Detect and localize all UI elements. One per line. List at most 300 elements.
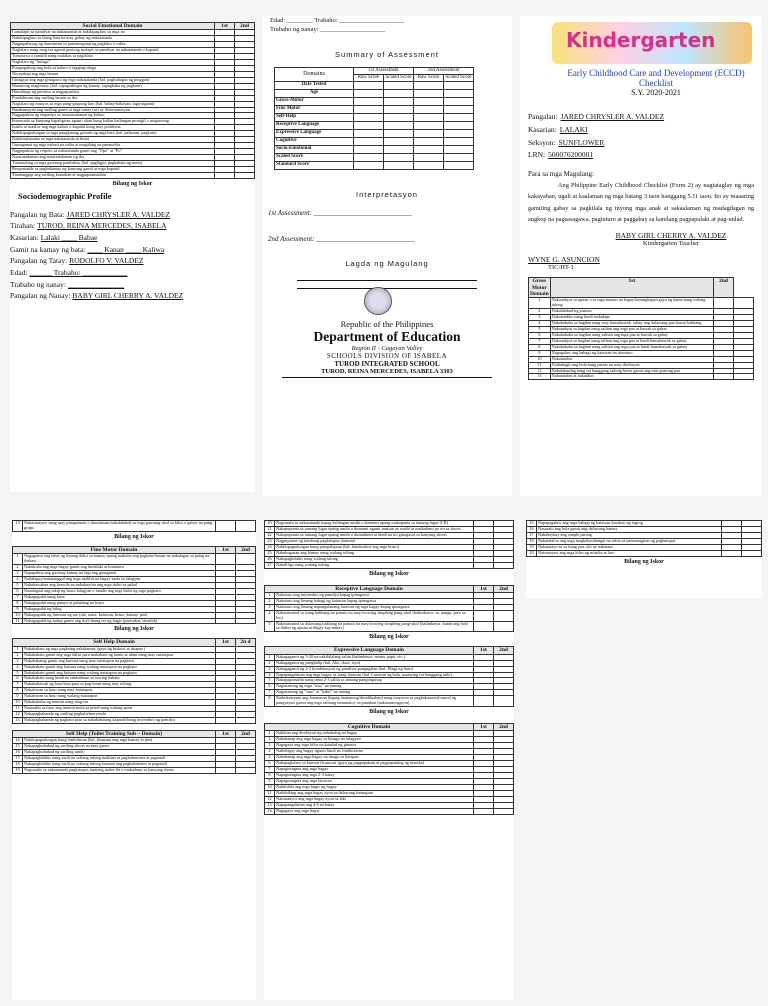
item-text: Inaalo at inaaliw ang mga kalaro o kapatid kung may problema [11, 125, 215, 131]
score-cell[interactable] [444, 89, 474, 97]
item-text: Tumutulong sa mga gawaing pambahay (hal. pagligpit, paghahain ng mesa) [11, 160, 215, 166]
item-text: Naituturo ang limang bahagi ng katawan kapag ipinagawa [275, 598, 474, 604]
table-row [11, 172, 255, 178]
summary-page [262, 16, 512, 496]
item-text: Tumatawa o tumitili nang malakas sa paglalaro [11, 54, 215, 60]
table-row [13, 718, 256, 724]
item-text: Nakapaghahanda ng pagkain para sa nakababatang kapatid/ibang miyembro ng pamilya [23, 718, 216, 724]
item-number: 11 [13, 706, 23, 712]
item-text: Nakalulundag nang isa hanggang tatlong beses gamit ang mas gustong paa [550, 368, 713, 374]
fine-motor-table: Fine Motor Domain 1st 2nd 1 Nagagamit ang lahat ng limang daliri sa kamay upang makuha ang pagkain/laruan na nakalagay sa patag na ibabaw 2 Nakukuha ang mga bagay gamit ang hinlalaki at hintuturo 3 Napapakita ang gustong kamay na lagi ang ginagamit 4 Nailalagay/naitatanggal ang mga maliliit na bagay mula sa lalagyan 5 Nahahawakan ang krayola na nakakuyom ang mga daliri sa palad 6 Naaalagaal ang takip ng bawa lalagyan o inaalis ang mga balot ng mga pagkain 7 Nakaguguhit nang kusa 8 Nakaguguhit nang patayo at pahalang na linya 9 Nakaguguhit ng bilog 10 Nakaguguhit ng larawan ng tao (ulo, mata, katawan, braso, kamay, paa) 11 Nakaguguhit ng bahay gamit ang iba't-ibang uri ng hugis (parisukat, tatsulok) [12, 546, 256, 625]
item-number: 8 [529, 344, 551, 350]
score-cell[interactable] [384, 153, 414, 161]
item-number: 18 [13, 762, 23, 768]
item-text: Nagtatanong ng mga "sino" na tanong [275, 684, 474, 690]
item-number: 10 [265, 784, 275, 790]
item-text: Naibibigay ang bagay ngunit hindi ito binibitawan [275, 749, 474, 755]
item-number: 23 [265, 538, 275, 544]
item-text: Napapangalanan ang 4-6 na kulay [275, 802, 474, 808]
score-cell[interactable] [444, 81, 474, 89]
item-text: Nakakakuha ng inumin nang mag-isa [23, 700, 216, 706]
item-number: 3 [265, 604, 275, 610]
item-text: Nakasusunod sa dalawang hakbang na panuto na may/wowing simpleng pang-ukol (halimbawa: kunin ang bola sa ilalim ng upuan at ibigay kay nanay) [275, 621, 474, 632]
item-text: Nakapaghuhubad ng sariling shorts na may garter [23, 744, 216, 750]
item-number: 9 [13, 694, 23, 700]
score-label: Bilang ng Iskor [112, 180, 153, 187]
score-cell[interactable] [384, 105, 414, 113]
item-number: 6 [13, 588, 23, 594]
item-number: 1 [529, 298, 551, 309]
domains-header: Domains [275, 68, 354, 82]
item-text: Humihingi ng permiso at nagpapaalam [11, 89, 215, 95]
score-cell[interactable] [494, 696, 514, 707]
score-cell[interactable] [444, 113, 474, 121]
item-number: 10 [529, 356, 551, 362]
item-text: Naisasaayos ang mga bagay ayon sa laki [275, 796, 474, 802]
item-number: 4 [265, 749, 275, 755]
item-text: Napapakita ang gustong kamay na lagi ang ginagamit [23, 571, 216, 577]
item-text: Nasasalin sa baso ang inumin mula sa pitsel nang walang apon [23, 706, 216, 712]
score-cell[interactable] [474, 696, 494, 707]
item-text: Nakakakain gamit ang mga daliri para makakain ng kanin at ulam nang may natatapon [23, 652, 216, 658]
item-number: 8 [265, 696, 275, 707]
item-number: 1 [265, 654, 275, 660]
profile-field: Pangalan ng Tatay: RODOLFO V. VALDEZ [10, 256, 144, 266]
item-number: 1 [265, 592, 275, 598]
item-text: Nakapupunta sa tamang lugar upang umihi o dumumi ngunit minsan ay maihi at madudumi pa rin sa shorts [275, 526, 474, 532]
score-cell[interactable] [354, 81, 384, 89]
item-number: 19 [527, 544, 537, 550]
item-text: Nakagagamit ng 2-3 kombinasyon ng pandiwa-pangngalan (hal. Hingi ng baso) [275, 666, 474, 672]
item-number: 20 [527, 550, 537, 556]
score-cell[interactable] [474, 621, 494, 632]
profile-field: Tirahan: TUROD, REINA MERCEDES, ISABELA [10, 221, 167, 231]
item-text: Nakabababa sa hagdan nang salitan ang mga paa at hawak sa gabay [550, 332, 713, 338]
score-cell[interactable] [414, 105, 444, 113]
score-cell[interactable] [354, 105, 384, 113]
score-cell[interactable] [474, 562, 494, 568]
item-text: Naglalaro ng "bulaga" [11, 60, 215, 66]
item-number: 26 [265, 556, 275, 562]
item-number: 22 [265, 532, 275, 538]
score-cell[interactable] [384, 97, 414, 105]
cover-field: LRN: 500076200001 [528, 150, 594, 160]
score-cell[interactable] [236, 718, 256, 724]
score-cell[interactable] [714, 298, 734, 309]
eccd-title: Early Childhood Care and Development (ECCD) [567, 68, 745, 78]
item-text: Nakikipagtulungan kung pinapaliguan (hal. kinukuskos ang mga braso) [275, 544, 474, 550]
expressive-language-table: Expressive Language Domain 1st 2nd 1 Nakagagamit ng 5-20 na nakikilalang salita (halimbawa: mama, papa, etc.) 2 Nakagagamit ng panghalip (hal. Ako, ikaw, siya) 3 Nakagagamit ng 2-3 kombinasyon ng pandiwa-pangngalan (hal. Hingi ng baso) 4 Napapangalanan ang mga bagay sa isang larawan (hal. Larawan ng bola, maaaring isa hanggang tatlo) 5 Nakapagsasalita nang tama 2-3 salita sa tamang pangungusap 6 Nagtatanong ng mga "sino" na tanong 7 Nagtatanong ng "sino" at "bakit" na tanong 8 Naikukuwento ang karanasan (kapag tinatanong/dinidiktahan) nang mayroon sa pagkakasunod-sunod ng pangyayari gamit ang mga salitang tumutukoy sa panahon (nakaraan/ngayon) [264, 646, 514, 707]
item-text: Nagsasabi sa nakatatanda kapag kailangan umihi o dumumi upang makapunta sa tamang lugar (CR) [275, 521, 474, 527]
summary-row: Fine Motor [275, 105, 474, 113]
score-cell[interactable] [494, 808, 514, 814]
item-text: Naglalaro ng maayos sa mga pang-grupong laro (hal. bahay-bahayan, tagu-taguan) [11, 101, 215, 107]
item-text: Nakaguguhit nang kusa [23, 594, 216, 600]
item-text: Napagtutugma ang mga larawan [275, 778, 474, 784]
item-text: Nakatatalon [550, 356, 713, 362]
score-cell[interactable] [414, 97, 444, 105]
summary-title: Summary of Assessment [335, 50, 439, 60]
summary-row: Receptive Language [275, 121, 474, 129]
item-text: Nakaliligo nang walang tulong [275, 562, 474, 568]
score-cell[interactable] [444, 105, 474, 113]
socio-emotional-table: Social Emotional Domain 1st 2nd Lumalapit sa pamilyar na nakatatanda at nakikipaglaro sa mga ito Nakikipaglaro sa ibang bata na may gabay ng nakatatanda Nagpapahayag ng damdamin sa pamamagitan ng pagkilos o salita Naglalaro nang mag-isa ngunit gustong malapit sa pamilyar na nakatatanda o kapatid Tumatawa o tumitili nang malakas sa paglalaro Naglalaro ng "bulaga" Pinapagulong ang bola sa kalaro o tagapag-alaga Niyayakap ang mga laruan Ginagaya ang mga ginagawa ng mga nakatatanda (hal. paghuhugas ng pinggan) Marunong maghintay (hal. sapagtuhugas ng kamay, sapagkuha ng pagkain) Humihingi ng permiso at nagpapaalam Pinahihiram ang sariling laruan sa iba Naglalaro ng maayos sa mga pang-grupong laro (hal. bahay-bahayan, tagu-taguan) Binabantayan ang sariling gamit at mga sanay (sa) ay determinasyon Nagpapakita ng empatiya sa nararamdaman ng kalaro Interesado sa kanyang kapaligiran ngunit alam kung kailan kailangan pumigil o magtanong Inaalo at inaaliw ang mga kalaro o kapatid kung may problema Nakikipagtulungan sa mga pangkatang gawain ng mga bata (hal. palaruan, pagkain) Nakikisalamuha sa mga nakatatanda at bisita Gumagamit ng mga mabait na salita at magalang na pananalita Nagpapakita ng respeto sa nakatatanda gamit ang "Opo" at "Po" Nararamdaman ang nararamdaman ng iba Tumutulong sa mga gawaing pambahay (hal. pagligpit, paghahain ng mesa) Responsable sa pagbabantay ng kanyang gamit at mga kapatid Tinatanggap ang sariling kamalian at nagpapaumanhin [10, 22, 255, 179]
score-cell[interactable] [494, 621, 514, 632]
score-cell[interactable] [354, 145, 384, 153]
item-text: Pinahihiram ang sariling laruan sa iba [11, 95, 215, 101]
table-row [529, 298, 754, 309]
score-cell[interactable] [236, 618, 256, 624]
table-row [529, 374, 754, 380]
score-cell[interactable] [384, 161, 414, 169]
item-number: 15 [13, 744, 23, 750]
score-cell[interactable] [354, 113, 384, 121]
item-text: Nakaguguhit ng bilog [23, 606, 216, 612]
item-text: Binabantayan ang sariling gamit at mga sanay (sa) ay determinasyon [11, 107, 215, 113]
item-text: Nasasalo ang bola gamit ang dalawang kamay [537, 526, 722, 532]
parent-line [297, 288, 477, 289]
item-text: Nakatatayo sa sa isang paa, ulo ay nakataas [537, 544, 722, 550]
score-cell[interactable] [354, 129, 384, 137]
score-cell[interactable] [384, 121, 414, 129]
score-cell[interactable] [414, 81, 444, 89]
item-text: Nakaiinom sa baso nang may natatapon [23, 688, 216, 694]
item-number: 18 [527, 538, 537, 544]
table-row [265, 610, 514, 621]
item-text: Interesado sa kanyang kapaligiran ngunit alam kung kailan kailangan pumigil o magtanong [11, 119, 215, 125]
score-cell[interactable] [384, 137, 414, 145]
deped-name: Department of Education [313, 328, 461, 344]
item-text: Nakapupunta sa tamang lugar upang umihi o dumudumi at hindi na ito ginagawa sa kanyang shorts [275, 532, 474, 538]
item-text: Naisasayaw ang mga kilos ng musika at laro [537, 550, 722, 556]
item-number: 7 [529, 338, 551, 344]
sociodemographic-heading: Sociodemographic Profile [18, 190, 112, 201]
table-row [265, 808, 514, 814]
edad-line: Edad: ________ Trabaho: ____________________ [270, 17, 405, 24]
item-number: 13 [265, 802, 275, 808]
item-number: 2 [13, 652, 23, 658]
item-text: Naglalaro nang mag-isa ngunit gustong malapit sa pamilyar na nakatatanda o kapatid [11, 48, 215, 54]
score-cell[interactable] [474, 808, 494, 814]
score-cell[interactable] [414, 89, 444, 97]
score-cell[interactable] [474, 610, 494, 621]
summary-row: Scaled Score [275, 153, 474, 161]
item-number: 3 [529, 315, 551, 321]
deped-header: Republic of the Philippines Department of Education Region II - Cagayan Valley SCHOOLS DIVISION OF ISABELA TUROD INTEGRATED SCHOOL TUROD, REINA MERCEDES, ISABELA 3303 [262, 319, 512, 378]
item-number: 5 [265, 678, 275, 684]
profile-field: Pangalan ng Nanay: BABY GIRL CHERRY A. VALDEZ [10, 291, 184, 301]
table-row [13, 554, 256, 565]
item-text: Nakaguguhit ng larawan ng tao (ulo, mata, katawan, braso, kamay, paa) [23, 612, 216, 618]
score-cell[interactable] [414, 129, 444, 137]
item-text: Nagsusabi sa nakatatanda pagkatapos lumiang maka-ihi o makadumi sa kanyang shorts [23, 767, 216, 773]
score-cell[interactable] [414, 137, 444, 145]
score-cell[interactable] [494, 610, 514, 621]
score-cell[interactable] [494, 562, 514, 568]
score-cell[interactable] [235, 172, 255, 178]
item-number: 5 [265, 755, 275, 761]
score-cell[interactable] [354, 97, 384, 105]
item-text: Nakapaghahanda ng sariling pagkain/meryenda [23, 712, 216, 718]
score-cell[interactable] [742, 550, 762, 556]
score-cell[interactable] [414, 145, 444, 153]
item-text: Nahahanap ang mga bagay sa binago na lalagyan [275, 737, 474, 743]
summary-row: Standard Score [275, 161, 474, 169]
item-number: 14 [265, 808, 275, 814]
item-number: 6 [13, 676, 23, 682]
summary-row: Age [275, 89, 474, 97]
item-text: Naaalagaal ang takip ng bawa lalagyan o inaalis ang mga balot ng mga pagkain [23, 588, 216, 594]
item-number: 16 [527, 526, 537, 532]
item-number: 1 [13, 554, 23, 565]
item-number: 2 [265, 660, 275, 666]
score-cell[interactable] [236, 554, 256, 565]
score-cell[interactable] [414, 121, 444, 129]
item-number: 8 [13, 688, 23, 694]
item-number: 10 [13, 700, 23, 706]
item-text: Nakabababa sa hagdan nang salitan ang mga paa at hindi humahawak sa gabay [550, 344, 713, 350]
item-text: Naihahagis ang bola nang pataas na may direksyon [550, 362, 713, 368]
trabaho-line: Trabaho ng nanay: ____________________ [270, 26, 386, 34]
item-number: 7 [265, 690, 275, 696]
score-cell[interactable] [414, 153, 444, 161]
item-text: Nakakakain gamit ang kutsara nang walang natatapon na pagkain [23, 664, 216, 670]
cover-field: Pangalan: JARED CHRYSLER A. VALDEZ [528, 112, 665, 121]
item-text: Napagtutugma ang mga 2-3 kulay [275, 773, 474, 779]
item-number: 12 [13, 712, 23, 718]
score-cell[interactable] [215, 172, 235, 178]
item-text: Nahahawakan ang krayola na nakakuyom ang mga daliri sa palad [23, 582, 216, 588]
item-text: Nakauakyat sa upuan o sa mga mataas na bagay/kasangkapan gaya ng kama nang walang tulong [550, 298, 713, 309]
item-text: Nakakakain nang hindi na sinusubuan sa tuwing kakain [23, 676, 216, 682]
item-text: Lumalapit sa pamilyar na nakatatanda at nakikipaglaro sa mga ito [11, 30, 215, 36]
score-cell[interactable] [444, 97, 474, 105]
score-cell[interactable] [354, 121, 384, 129]
score-cell[interactable] [216, 618, 236, 624]
item-text: Niyayakap ang mga laruan [11, 71, 215, 77]
item-number: 17 [527, 532, 537, 538]
cover-page: Kindergarten Early Childhood Care and Development (ECCD) Checklist S.Y. 2020-2021 Pangalan: JARED CHRYSLER A. VALDEZ Kasarian: LALAKI Seksyon: SUNFLOWER LRN: 500076200001 Para sa mga Magulang: Ang Philippine Early Childhood Checklist (Form 2) ay nagtataglay ng mga kakayahan, ugali at kaalaman ng mga batang 3 taon hanggang 5.11 taon. Ito ay maaaring gamiting gabay sa pagkilala ng inyong mga anak at sakaalaman ng madagdagan ng angkop na pagsasagawa, pagtuturo at paggabay sa kanilang pagpapalaki at pag-unlad. BABY GIRL CHERRY A. VALDEZ Kindergarten Teacher WYNE G. ASUNCION TIC/HT-1 Gross Motor Domain 1st 2nd 1 Nakauakyat sa upuan o sa mga mataas na bagay/kasangkapan gaya ng kama nang walang tulong 2 Nakalalakad ng paatras 3 Nakatatakbo nang hindi nadadapa 4 Nakabababa sa hagdan nang may humahawak, sabay ang dalawang paa bawat hakbang 5 Nakauakyat sa hagdan nang salitan ang mga paa at hawak sa gabay 6 Nakabababa sa hagdan nang salitan ang mga paa at hawak sa gabay 7 Nakauakyat sa hagdan nang salitan ang mga paa at hindi humahawak sa gabay 8 Nakabababa sa hagdan nang salitan ang mga paa at hindi humahawak sa gabay 9 Nagagalaw ang bahagi ng katawan na itinuturo 10 Nakatatalon 11 Naihahagis ang bola nang pataas na may direksyon 12 Nakalulundag nang isa hanggang tatlong beses gamit ang mas gustong paa 13 Nakatatalon at nakaiikot [520, 16, 762, 496]
score-cell[interactable] [236, 767, 256, 773]
item-text: Nakikita ang direksyon ng nahuhulog na bagay [275, 731, 474, 737]
interp-2: 2nd Assessment: ____________________________ [268, 234, 415, 243]
item-text: Nakaguguhit nang patayo at pahalang na linya [23, 600, 216, 606]
item-text: Nakatatakbo nang hindi nadadapa [550, 315, 713, 321]
item-text: Naituturo ang limang napangalanang larawan ng mga bagay kapag ipinagawa [275, 604, 474, 610]
score-cell[interactable] [354, 153, 384, 161]
item-text: Nagagaya ang mga hugis [275, 808, 474, 814]
score-cell[interactable] [722, 550, 742, 556]
item-text: Nakapagbibihis nang sarili na walang tulong maliban sa pagbubutones at pagtatali [23, 756, 216, 762]
cover-field: Seksyon: SUNFLOWER [528, 137, 605, 147]
score-cell[interactable] [714, 374, 734, 380]
score-cell[interactable] [354, 89, 384, 97]
item-text: Napapagalaw ang mga bahagi ng katawan kasabay ng tugtog [537, 521, 722, 527]
item-number: 7 [13, 594, 23, 600]
motor-page: 13 Nakasasayaw nang may pinapatutan o itinuturuan/nakalalahok sa mga gawaing ukol sa kilos o galaw na pang grupo Bilang ng Iskor Fine Motor Domain 1st 2nd 1 Nagagamit ang lahat ng limang daliri sa kamay upang makuha ang pagkain/laruan na nakalagay sa patag na ibabaw 2 Nakukuha ang mga bagay gamit ang hinlalaki at hintuturo 3 Napapakita ang gustong kamay na lagi ang ginagamit 4 Nailalagay/naitatanggal ang mga maliliit na bagay mula sa lalagyan 5 Nahahawakan ang krayola na nakakuyom ang mga daliri sa palad 6 Naaalagaal ang takip ng bawa lalagyan o inaalis ang mga balot ng mga pagkain 7 Nakaguguhit nang kusa 8 Nakaguguhit nang patayo at pahalang na linya 9 Nakaguguhit ng bilog 10 Nakaguguhit ng larawan ng tao (ulo, mata, katawan, braso, kamay, paa) 11 Nakaguguhit ng bahay gamit ang iba't-ibang uri ng hugis (parisukat, tatsulok) Bilang ng Iskor Self Help Domain 1st 2n d 1 Nakakakain ng mga pagkaing nakakamay (gaya ng biskwit at tinapay) 2 Nakakakain gamit ang mga daliri para makakain ng kanin at ulam nang may natatapon 3 Nakakakaing gamit ang kutsara nang may natatapon na pagkain 4 Nakakakain gamit ang kutsara nang walang natatapon na pagkain 5 Nakakakain gamit ang kutsara nang walang natatapon na pagkain 6 Nakakakain nang hindi na sinusubuan sa tuwing kakain 7 Nakakahawak ng baso/tasa para sa pag-inom nang may tulong 8 Nakaiinom sa baso nang may natatapon 9 Nakaiinom sa baso nang walang natatapon 10 Nakakakuha ng inumin nang mag-isa 11 Nasasalin sa baso ang inumin mula sa pitsel nang walang apon 12 Nakapaghahanda ng sariling pagkain/meryenda 13 Nakapaghahanda ng pagkain para sa nakababatang kapatid/ibang miyembro ng pamilya Self Help (Toilet Training Sub – Domain) 1st 2nd 14 Nakikipagtulungan kung binibihisan (hal. Itinataas ang mga kamay at paa) 15 Nakapaghuhubad ng sariling shorts na may garter 16 Nakapaghuhubad ng sariling sando 17 Nakapagbibihis nang sarili na walang tulong maliban sa pagbubutones at pagtatali 18 Nakapagbibihis nang sarili na walang tulong kasama ang pagbubutones at pagtatali 19 Nagsusabi sa nakatatanda pagkatapos lumiang maka-ihi o makadumi sa kanyang shorts [12, 520, 256, 1000]
item-number: 11 [265, 790, 275, 796]
score-cell[interactable] [414, 161, 444, 169]
parent-letter: Ang Philippine Early Childhood Checklist (Form 2) ay nagtataglay ng mga kakayahan, ugali at kaalaman ng mga batang 3 taon hanggang 5.11 taon. Ito ay maaaring gamiting gabay sa pagkilala ng inyong mga anak at sakaalaman ng madagdagan ng angkop na pagsasagawa, pagtuturo at paggabay sa kanilang pagpapalaki at pag-unlad. [528, 182, 754, 223]
table-row [13, 618, 256, 624]
item-text: Nakapagsasalita nang tama 2-3 salita sa tamang pangungusap [275, 678, 474, 684]
score-cell[interactable] [734, 298, 754, 309]
item-text: Nagpapahayag ng damdamin sa pamamagitan ng pagkilos o salita [11, 42, 215, 48]
item-text: Nakikipaglaro sa ibang bata na may gabay ng nakatatanda [11, 36, 215, 42]
item-text: Nakakakain ng mga pagkaing nakakamay (gaya ng biskwit at tinapay) [23, 646, 216, 652]
score-cell[interactable] [216, 767, 236, 773]
item-text: Naituturo ang miyembro ng pamilya kapag ipinagawa [275, 592, 474, 598]
cover-fields [528, 111, 762, 162]
item-text: Nakapaghuhubad ng sariling sando [23, 750, 216, 756]
sociodemographic-fields [10, 209, 255, 302]
receptive-language-table: Receptive Language Domain 1st 2nd 1 Naituturo ang miyembro ng pamilya kapag ipinagawa 2 Naituturo ang limang bahagi ng katawan kapag ipinagawa 3 Naituturo ang limang napangalanang larawan ng mga bagay kapag ipinagawa 4 Nakasusunod sa isang hakbang na panuto na may/wowing simpleng pang-ukol (halimbawa: sa, uunga, para sa loo) 5 Nakasusunod sa dalawang hakbang na panuto na may/wowing simpleng pang-ukol (halimbawa: kunin ang bola sa ilalim ng upuan at ibigay kay nanay) [264, 585, 514, 633]
score-cell[interactable] [384, 81, 414, 89]
profile-field: Edad: ______ Trabaho: ____________ [10, 267, 128, 277]
item-text: Nakakakain gamit ang kutsara nang walang natatapon na pagkain [23, 670, 216, 676]
summary-row: Cognitive [275, 137, 474, 145]
item-text: Nagtatanong ng "sino" at "bakit" na tanong [275, 690, 474, 696]
item-text: Nakapagbibihis nang sarili na walang tulong kasama ang pagbubutones at pagtatali [23, 762, 216, 768]
item-number: 16 [13, 750, 23, 756]
item-number: 4 [265, 610, 275, 621]
deped-seal-icon [364, 287, 392, 315]
item-number: 5 [13, 670, 23, 676]
item-text: Nakabababa sa hagdan nang may humahawak, sabay ang dalawang paa bawat hakbang [550, 321, 713, 327]
table-row [527, 550, 762, 556]
score-cell[interactable] [444, 137, 474, 145]
item-number: 3 [13, 571, 23, 577]
item-number: 2 [265, 737, 275, 743]
score-cell[interactable] [444, 153, 474, 161]
table-row [265, 562, 514, 568]
item-number: 3 [13, 658, 23, 664]
item-number: 21 [265, 526, 275, 532]
score-cell[interactable] [384, 89, 414, 97]
item-number: 4 [13, 576, 23, 582]
score-cell[interactable] [216, 554, 236, 565]
profile-field: Kasarian: Lalaki ____ Babae [10, 233, 98, 242]
score-cell[interactable] [444, 129, 474, 137]
item-number: 13 [529, 374, 551, 380]
item-number: 8 [265, 773, 275, 779]
item-text: Nakukuha ang mga bagay gamit ang hinlalaki at hintuturo [23, 565, 216, 571]
cognitive-table: Cognitive Domain 1st 2nd 1 Nakikita ang direksyon ng nahuhulog na bagay 2 Nahahanap ang mga bagay sa binago na lalagyan 3 Nagagaya ang mga kilos na katulad ng ginawa 4 Naibibigay ang bagay ngunit hindi ito binibitawan 5 Nahahanap ang mga bagay na tinago sa harapan 6 Nakapaglalaro sa kunwari-kunwari (gaya ng pagpapakain at pagpapatulog ng manika) 7 Napagtutugma ang mga bagay 8 Napagtutugma ang mga 2-3 kulay 9 Napagtutugma ang mga larawan 10 Nakikilala ang mga hugis ng bagay 11 Naibibilang ang mga bagay ayon sa dalawang katangian 12 Naisasaayos ang mga bagay ayon sa laki 13 Napapangalanan ang 4-6 na kulay 14 Nagagaya ang mga hugis [264, 723, 514, 814]
score-cell[interactable] [414, 113, 444, 121]
item-text: Nagpapakita ng empatiya sa nararamdaman ng kalaro [11, 113, 215, 119]
score-cell[interactable] [384, 145, 414, 153]
item-text: Responsable sa pagbabantay ng kanyang gamit at mga kapatid [11, 166, 215, 172]
score-cell[interactable] [354, 137, 384, 145]
item-text: Nailalagay/naitatanggal ang mga maliliit na bagay mula sa lalagyan [23, 576, 216, 582]
item-number: 5 [265, 621, 275, 632]
item-number: 7 [13, 682, 23, 688]
item-text: Nagagaya ang mga kilos na katulad ng ginawa [275, 743, 474, 749]
item-number: 4 [265, 672, 275, 678]
item-text: Gumagamit ng mga mabait na salita at magalang na pananalita [11, 143, 215, 149]
summary-row: Self-Help [275, 113, 474, 121]
item-text: Nakapaglalaro sa kunwari-kunwari (gaya ng pagpapakain at pagpapatulog ng manika) [275, 761, 474, 767]
toilet-training-table: Self Help (Toilet Training Sub – Domain) 1st 2nd 14 Nakikipagtulungan kung binibihisan (hal. Itinataas ang mga kamay at paa) 15 Nakapaghuhubad ng sariling shorts na may garter 16 Nakapaghuhubad ng sariling sando 17 Nakapagbibihis nang sarili na walang tulong maliban sa pagbubutones at pagtatali 18 Nakapagbibihis nang sarili na walang tulong kasama ang pagbubutones at pagtatali 19 Nagsusabi sa nakatatanda pagkatapos lumiang maka-ihi o makadumi sa kanyang shorts [12, 730, 256, 774]
table-row [265, 696, 514, 707]
profile-field: Pangalan ng Bata: JARED CHRYSLER A. VALDEZ [10, 209, 171, 219]
item-number: 25 [265, 550, 275, 556]
item-number: 2 [265, 598, 275, 604]
score-cell[interactable] [384, 113, 414, 121]
item-number: 6 [265, 684, 275, 690]
self-help-table: Self Help Domain 1st 2n d 1 Nakakakain ng mga pagkaing nakakamay (gaya ng biskwit at tinapay) 2 Nakakakain gamit ang mga daliri para makakain ng kanin at ulam nang may natatapon 3 Nakakakaing gamit ang kutsara nang may natatapon na pagkain 4 Nakakakain gamit ang kutsara nang walang natatapon na pagkain 5 Nakakakain gamit ang kutsara nang walang natatapon na pagkain 6 Nakakakain nang hindi na sinusubuan sa tuwing kakain 7 Nakakahawak ng baso/tasa para sa pag-inom nang may tulong 8 Nakaiinom sa baso nang may natatapon 9 Nakaiinom sa baso nang walang natatapon 10 Nakakakuha ng inumin nang mag-isa 11 Nasasalin sa baso ang inumin mula sa pitsel nang walang apon 12 Nakapaghahanda ng sariling pagkain/meryenda 13 Nakapaghahanda ng pagkain para sa nakababatang kapatid/ibang miyembro ng pamilya [12, 638, 256, 724]
item-number: 17 [13, 756, 23, 762]
score-cell[interactable] [216, 718, 236, 724]
score-cell[interactable] [734, 374, 754, 380]
score-cell[interactable] [444, 145, 474, 153]
item-text: Nakikipagtulungan kung binibihisan (hal. Itinataas ang mga kamay at paa) [23, 738, 216, 744]
item-text: Tinatanggap ang sariling kamalian at nagpapaumanhin [11, 172, 215, 178]
summary-row: Date Tested [275, 81, 474, 89]
item-text: Nakapagbibihis nang walang tulong [275, 556, 474, 562]
item-number: 24 [265, 544, 275, 550]
gross-continued-table [526, 520, 762, 557]
item-text: Nababaybay ang simple pacing [537, 532, 722, 538]
table-row [265, 621, 514, 632]
item-number: 14 [13, 738, 23, 744]
item-text: Nakasusunod sa isang hakbang na panuto na may/wowing simpleng pang-ukol (halimbawa: sa, uunga, para sa loo) [275, 610, 474, 621]
summary-table: Domains 1st Assessment 2nd Assessment Raw Score Scaled Score Raw Score Scaled Score Date Tested Age Gross-Motor Fine Motor Self-Help Receptive Language Expressive Language Cognitive Socio-Emotional Scaled Score Standard Score [274, 67, 474, 170]
score-cell[interactable] [384, 129, 414, 137]
item-number: 3 [265, 743, 275, 749]
item-text: Marunong maghintay (hal. sapagtuhugas ng kamay, sapagkuha ng pagkain) [11, 83, 215, 89]
item-number: 27 [265, 562, 275, 568]
item-text: Nagagamit ang lahat ng limang daliri sa kamay upang makuha ang pagkain/laruan na nakalagay sa patag na ibabaw [23, 554, 216, 565]
score-cell[interactable] [354, 161, 384, 169]
item-text: Nahuhugasan ang kamay nang walang tulong [275, 550, 474, 556]
item-number: 10 [13, 612, 23, 618]
item-number: 11 [13, 618, 23, 624]
item-number: 9 [13, 606, 23, 612]
socio-page [10, 22, 255, 492]
interp-1: 1st Assessment: ____________________________ [268, 208, 412, 217]
item-number: 1 [265, 731, 275, 737]
item-text: Naibibilang ang mga bagay ayon sa dalawang katangian [275, 790, 474, 796]
item-text: Pinapagulong ang bola sa kalaro o tagapag-alaga [11, 65, 215, 71]
item-text: Nakatatalon at nakaiikot [550, 374, 713, 380]
item-number: 1 [13, 646, 23, 652]
score-cell[interactable] [444, 161, 474, 169]
item-number: 2 [13, 565, 23, 571]
item-text: Nakakakaing gamit ang kutsara nang may natatapon na pagkain [23, 658, 216, 664]
item-number: 6 [529, 332, 551, 338]
item-number: 9 [529, 350, 551, 356]
item-text: Nakikilala ang mga hugis ng bagay [275, 784, 474, 790]
item-text: Nakakahawak ng baso/tasa para sa pag-inom nang may tulong [23, 682, 216, 688]
item-number: 19 [13, 767, 23, 773]
item-text: Nahahanap ang mga bagay na tinago sa harapan [275, 755, 474, 761]
item-text: Napagtutugma ang mga bagay [275, 767, 474, 773]
item-text: Nakatatalon ang mga magkakasalungat na salita sa pamamagitan ng paghampas [537, 538, 722, 544]
summary-row: Expressive Language [275, 129, 474, 137]
gross-continued-page: 15 Napapagalaw ang mga bahagi ng katawan kasabay ng tugtog 16 Nasasalo ang bola gamit ang dalawang kamay 17 Nababaybay ang simple pacing 18 Nakatatalon ang mga magkakasalungat na salita sa pamamagitan ng paghampas 19 Nakatatayo sa sa isang paa, ulo ay nakataas 20 Naisasayaw ang mga kilos ng musika at laro Bilang ng Iskor [526, 520, 762, 598]
kindergarten-logo: Kindergarten [552, 22, 752, 64]
summary-row: Gross-Motor [275, 97, 474, 105]
item-number: 2 [529, 309, 551, 315]
item-text: Nagagalaw ang bahagi ng katawan na itinuturo [550, 350, 713, 356]
item-number: 5 [529, 326, 551, 332]
item-text: Nakikipagtulungan sa mga pangkatang gawain ng mga bata (hal. palaruan, pagkain) [11, 131, 215, 137]
item-text: Nakalalakad ng paatras [550, 309, 713, 315]
item-text: Nakaiinom sa baso nang walang natatapon [23, 694, 216, 700]
score-cell[interactable] [444, 121, 474, 129]
item-text: Nakauakyat sa hagdan nang salitan ang mga paa at hindi humahawak sa gabay [550, 338, 713, 344]
